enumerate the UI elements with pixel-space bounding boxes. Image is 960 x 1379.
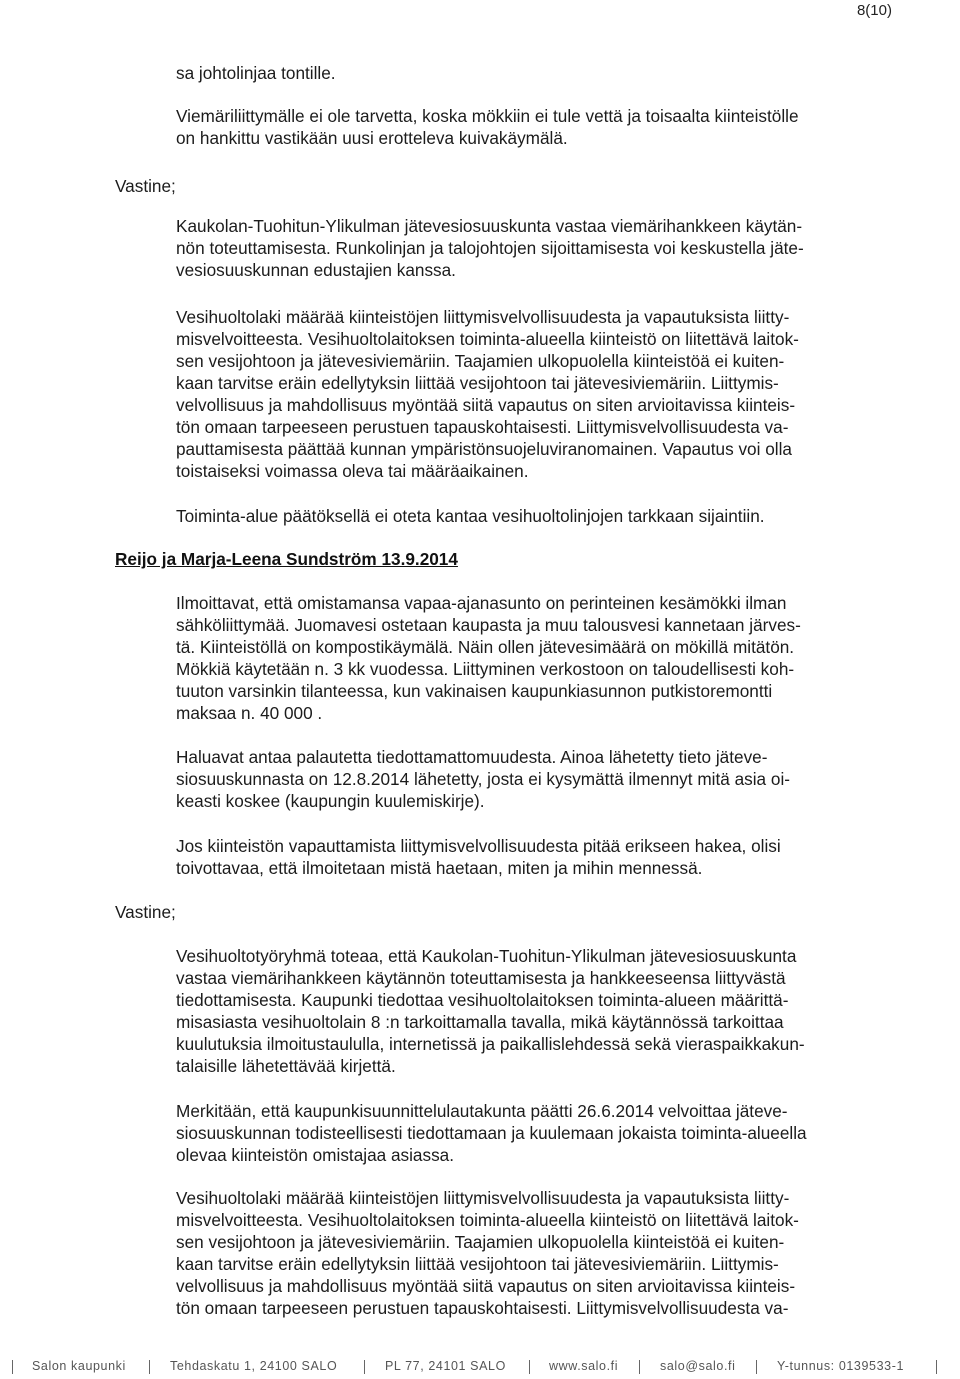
paragraph-5 [176, 505, 896, 527]
footer-separator [364, 1360, 365, 1374]
text-line: keasti koskee (kaupungin kuulemiskirje). [176, 791, 485, 811]
text-line: olevaa kiinteistön omistajaa asiassa. [176, 1145, 455, 1165]
footer-postal-address: PL 77, 24101 SALO [385, 1359, 506, 1373]
paragraph-11 [176, 1187, 896, 1319]
text-line: siosuuskunnasta on 12.8.2014 lähetetty, josta ei kysymättä ilmennyt mitä asia oi- [176, 769, 790, 789]
footer-separator [149, 1360, 150, 1374]
text-line: Ilmoittavat, että omistamansa vapaa-ajanasunto on perinteinen kesämökki ilman [176, 593, 787, 613]
footer-separator [756, 1360, 757, 1374]
text-line: toivottavaa, että ilmoitetaan mistä haetaan, miten ja mihin mennessä. [176, 858, 703, 878]
text-line: tön omaan tarpeeseen perustuen tapauskohtaisesti. Liittymisvelvollisuudesta va- [176, 417, 789, 437]
text-line: siosuuskunnan todisteellisesti tiedottamaan ja kuulemaan jokaista toiminta-alueella [176, 1123, 807, 1143]
footer-business-id: Y-tunnus: 0139533-1 [777, 1359, 905, 1373]
text-line: toistaiseksi voimassa oleva tai määräaikainen. [176, 461, 529, 481]
text-line: sähköliittymää. Juomavesi ostetaan kaupasta ja muu talousvesi kannetaan järves- [176, 615, 801, 635]
text-line: nön toteuttamisesta. Runkolinjan ja talojohtojen sijoittamisesta voi keskustella jäte- [176, 238, 804, 258]
paragraph-1 [176, 62, 896, 84]
text-line: Jos kiinteistön vapauttamista liittymisvelvollisuudesta pitää erikseen hakea, olisi [176, 836, 781, 856]
vastine-label: Vastine; [115, 902, 176, 922]
text-line: tuuton varsinkin tilanteessa, kun vakinaisen kaupunkiasunnon putkistoremontti [176, 681, 773, 701]
text-line: Kaukolan-Tuohitun-Ylikulman jätevesiosuuskunta vastaa viemärihankkeen käytän- [176, 216, 803, 236]
footer-email-link[interactable]: salo@salo.fi [660, 1359, 736, 1373]
text-line: vesiosuuskunnan edustajien kanssa. [176, 260, 456, 280]
text-line: Vesihuoltolaki määrää kiinteistöjen liittymisvelvollisuudesta ja vapautuksista liitty- [176, 1188, 790, 1208]
text-line: Mökkiä käytetään n. 3 kk vuodessa. Liittyminen verkostoon on taloudellisesti koh- [176, 659, 795, 679]
footer-website-link[interactable]: www.salo.fi [549, 1359, 619, 1373]
text-line: velvollisuus ja mahdollisuus myöntää siitä vapautus on siten arvioitavissa kiinteis- [176, 1276, 796, 1296]
footer-separator [12, 1360, 13, 1374]
paragraph-8 [176, 835, 896, 879]
text-line: on hankittu vastikään uusi erotteleva kuivakäymälä. [176, 128, 568, 148]
paragraph-10 [176, 1100, 896, 1166]
paragraph-9 [176, 945, 896, 1077]
text-line: kaan tarvitse eräin edellytyksin liittää vesijohtoon tai jätevesiviemäriin. Liittymis- [176, 1254, 779, 1274]
text-line: kuulutuksia ilmoitustaululla, internetissä ja paikallislehdessä sekä vieraspaikkakun- [176, 1034, 805, 1054]
text-line: misasiasta vesihuoltolain 8 :n tarkoittamalla tavalla, mikä käytännössä tarkoittaa [176, 1012, 784, 1032]
text-line: Haluavat antaa palautetta tiedottamattomuudesta. Ainoa lähetetty tieto jäteve- [176, 747, 768, 767]
text-line: Viemäriliittymälle ei ole tarvetta, koska mökkiin ei tule vettä ja toisaalta kiinteistölle [176, 106, 799, 126]
text-line: pauttamisesta päättää kunnan ympäristönsuojeluviranomainen. Vapautus voi olla [176, 439, 792, 459]
paragraph-2 [176, 105, 896, 149]
vastine-label: Vastine; [115, 176, 176, 196]
text-line: Toiminta-alue päätöksellä ei oteta kantaa vesihuoltolinjojen tarkkaan sijaintiin. [176, 506, 765, 526]
paragraph-4 [176, 306, 896, 482]
footer-organization: Salon kaupunki [32, 1359, 126, 1373]
text-line: velvollisuus ja mahdollisuus myöntää siitä vapautus on siten arvioitavissa kiinteis- [176, 395, 796, 415]
footer-separator [639, 1360, 640, 1374]
text-line: sa johtolinjaa tontille. [176, 63, 336, 83]
text-line: misvelvoitteesta. Vesihuoltolaitoksen toiminta-alueella kiinteistö on liitettävä laitok- [176, 329, 799, 349]
paragraph-6 [176, 592, 896, 724]
text-line: maksaa n. 40 000 . [176, 703, 323, 723]
text-line: talaisille lähetettävää kirjettä. [176, 1056, 396, 1076]
page-number: 8(10) [856, 2, 892, 19]
paragraph-7 [176, 746, 896, 812]
text-line: vastaa viemärihankkeen käytännön toteuttamisesta ja hankkeeseensa liittyvästä [176, 968, 786, 988]
text-line: sen vesijohtoon ja jätevesiviemäriin. Taajamien ulkopuolella kiinteistöä ei kuiten- [176, 351, 785, 371]
page-footer [0, 1358, 960, 1378]
footer-separator [529, 1360, 530, 1374]
text-line: tiedottamisesta. Kaupunki tiedottaa vesihuoltolaitoksen toiminta-alueen määrittä- [176, 990, 789, 1010]
text-line: misvelvoitteesta. Vesihuoltolaitoksen toiminta-alueella kiinteistö on liitettävä laitok- [176, 1210, 799, 1230]
text-line: kaan tarvitse eräin edellytyksin liittää vesijohtoon tai jätevesiviemäriin. Liittymis- [176, 373, 779, 393]
footer-separator [936, 1360, 937, 1374]
footer-street-address: Tehdaskatu 1, 24100 SALO [170, 1359, 338, 1373]
section-heading: Reijo ja Marja-Leena Sundström 13.9.2014 [115, 549, 458, 569]
text-line: Merkitään, että kaupunkisuunnittelulautakunta päätti 26.6.2014 velvoittaa jäteve- [176, 1101, 788, 1121]
text-line: Vesihuoltolaki määrää kiinteistöjen liittymisvelvollisuudesta ja vapautuksista liitty- [176, 307, 790, 327]
text-line: tä. Kiinteistöllä on kompostikäymälä. Näin ollen jätevesimäärä on mökillä mitätön. [176, 637, 795, 657]
paragraph-3 [176, 215, 896, 281]
text-line: Vesihuoltotyöryhmä toteaa, että Kaukolan-Tuohitun-Ylikulman jätevesiosuuskunta [176, 946, 797, 966]
text-line: tön omaan tarpeeseen perustuen tapauskohtaisesti. Liittymisvelvollisuudesta va- [176, 1298, 789, 1318]
text-line: sen vesijohtoon ja jätevesiviemäriin. Taajamien ulkopuolella kiinteistöä ei kuiten- [176, 1232, 785, 1252]
